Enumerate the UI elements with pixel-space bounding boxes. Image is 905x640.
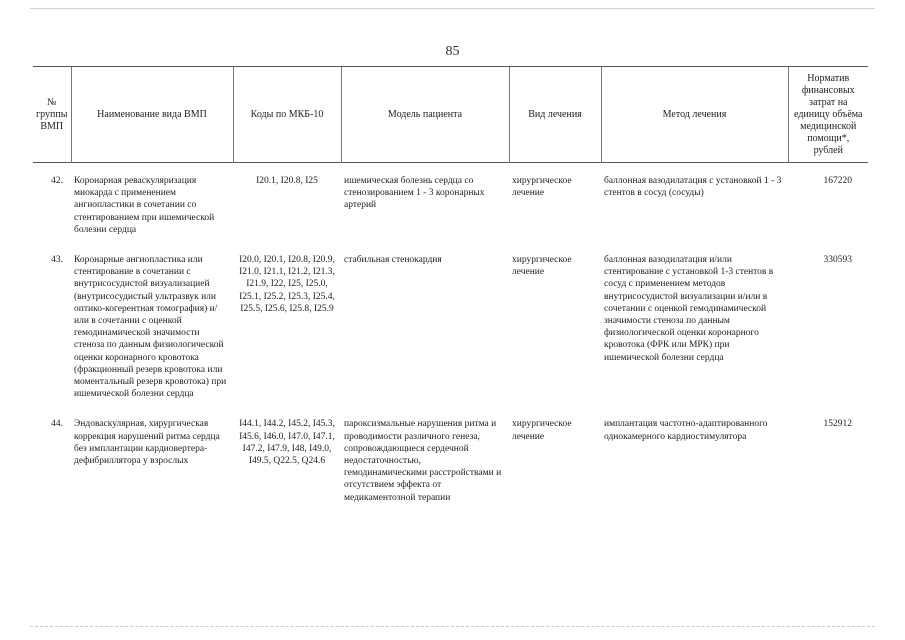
table-row bbox=[33, 252, 868, 416]
table-row bbox=[33, 416, 868, 519]
group-number: 43. bbox=[51, 255, 63, 266]
vmp-name: Коронарные ангиопластика или стентирование в сочетании с внутрисосудистой визуализацией (внутрисосудистый ультразвук или оптико-когерентная томография) и/или в сочетании с оценкой гемодинамической значимости стеноза по данным физиологической оценки коронарного кровотока (фракционный резерв кровотока или моментальный резерв кровотока) при ишемической болезни сердца bbox=[74, 255, 227, 400]
icd-codes: I20.1, I20.8, I25 bbox=[256, 176, 318, 186]
patient-model: стабильная стенокардия bbox=[344, 255, 442, 266]
group-number: 42. bbox=[51, 176, 63, 186]
patient-model: пароксизмальные нарушения ритма и проводимости различного генеза, сопровождающиеся сердечной недостаточностью, гемодинамическими расстройствами и отсутствием эффекта от медикаментозной терапии bbox=[344, 419, 502, 503]
icd-codes: I44.1, I44.2, I45.2, I45.3, I45.6, I46.0, I47.0, I47.1, I47.2, I47.9, I48, I49.0, I49.5, Q22.5, Q24.6 bbox=[239, 419, 335, 467]
bottom-edge-line bbox=[30, 626, 875, 627]
cost-value: 330593 bbox=[823, 255, 852, 266]
header-vmp-name: Наименование вида ВМП bbox=[71, 67, 233, 163]
icd-codes: I20.0, I20.1, I20.8, I20.9, I21.0, I21.1, I21.2, I21.3, I21.9, I22, I25, I25.0, I25.1, I25.2, I25.3, I25.4, I25.5, I25.6, I25.8, I25.9 bbox=[239, 255, 335, 314]
header-treatment-method: Метод лечения bbox=[601, 67, 788, 163]
header-group-number: № группы ВМП bbox=[33, 67, 71, 163]
header-treatment-type: Вид лечения bbox=[509, 67, 601, 163]
treatment-type: хирургическое лечение bbox=[512, 419, 572, 442]
vmp-table bbox=[33, 66, 868, 520]
header-icd-codes: Коды по МКБ-10 bbox=[233, 67, 341, 163]
treatment-type: хирургическое лечение bbox=[512, 176, 572, 199]
treatment-method: имплантация частотно-адаптированного однокамерного кардиостимулятора bbox=[604, 419, 768, 442]
treatment-method: баллонная вазодилатация с установкой 1 - 3 стентов в сосуд (сосуды) bbox=[604, 176, 782, 199]
table-row bbox=[33, 173, 868, 252]
page-number: 85 bbox=[445, 44, 460, 59]
table-header-row bbox=[33, 67, 868, 163]
top-edge-line bbox=[30, 8, 875, 9]
header-patient-model: Модель пациента bbox=[341, 67, 509, 163]
header-cost-standard: Норматив финансовых затрат на единицу объёма медицинской помощи*, рублей bbox=[788, 67, 868, 163]
vmp-name: Коронарная реваскуляризация миокарда с применением ангиопластики в сочетании со стентированием при ишемической болезни сердца bbox=[74, 176, 215, 235]
cost-value: 167220 bbox=[823, 176, 852, 186]
treatment-type: хирургическое лечение bbox=[512, 255, 572, 278]
vmp-name: Эндоваскулярная, хирургическая коррекция нарушений ритма сердца без имплантации кардиовертера-дефибриллятора у взрослых bbox=[74, 419, 220, 467]
patient-model: ишемическая болезнь сердца со стенозированием 1 - 3 коронарных артерий bbox=[344, 176, 485, 211]
treatment-method: баллонная вазодилатация и/или стентирование с установкой 1-3 стентов в сосуд с применением методов внутрисосудистой визуализации и/или в сочетании с оценкой гемодинамической значимости стеноза по данным физиологической оценки коронарного кровотока (ФРК или МРК) при ишемической болезни сердца bbox=[604, 255, 774, 363]
cost-value: 152912 bbox=[823, 419, 852, 430]
group-number: 44. bbox=[51, 419, 63, 430]
